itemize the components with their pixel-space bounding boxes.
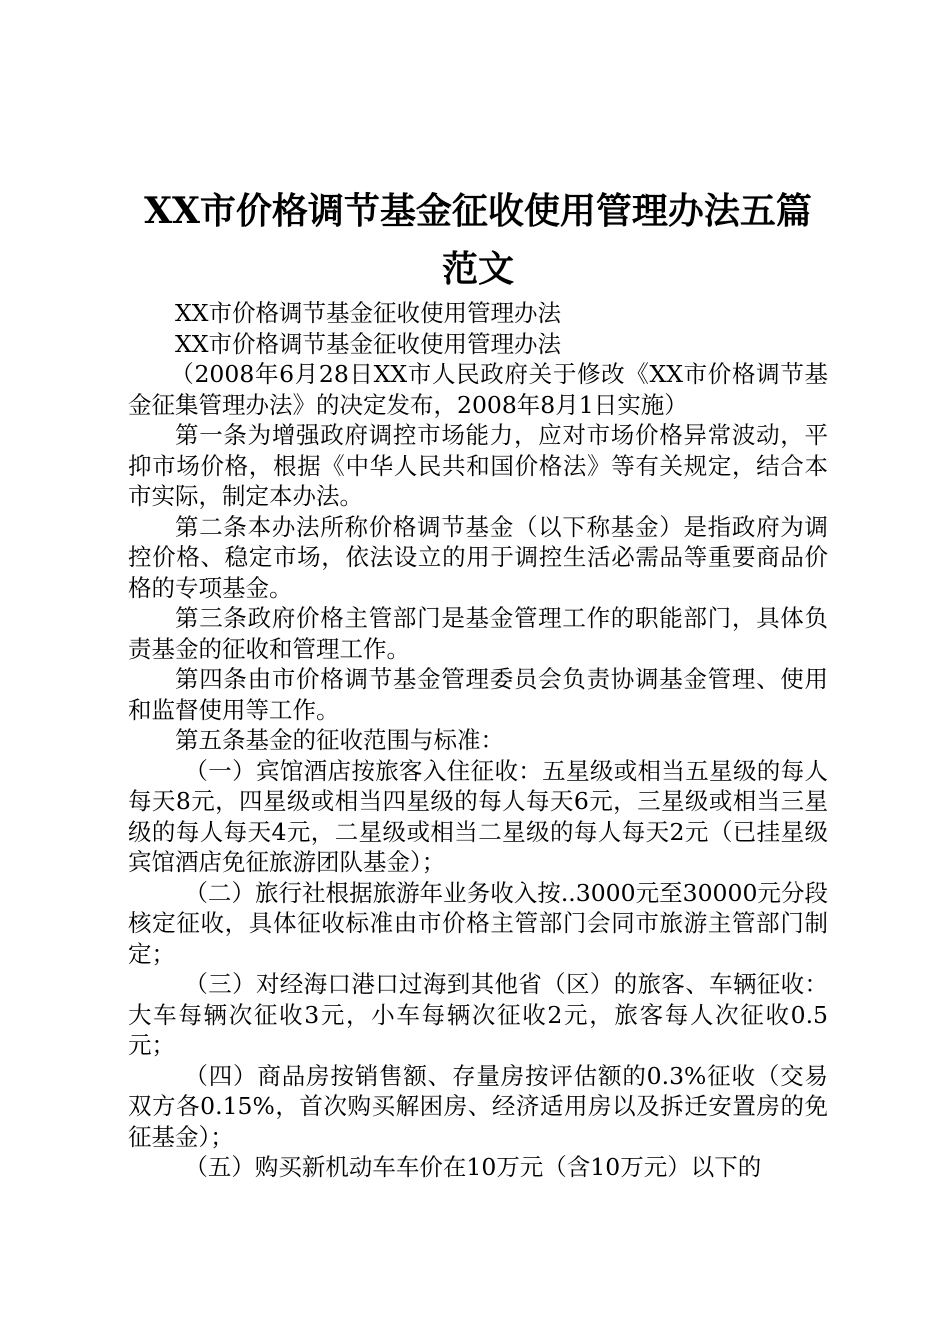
paragraph-item-5: （五）购买新机动车车价在10万元（含10万元）以下的 bbox=[184, 1153, 762, 1181]
paragraph-article-2: 第二条本办法所称价格调节基金（以下称基金）是指政府为调控价格、稳定市场，依法设立的用于调控生活必需品等重要商品价格的专项基金。 bbox=[128, 512, 828, 602]
paragraph-item-1: （一）宾馆酒店按旅客入住征收：五星级或相当五星级的每人每天8元，四星级或相当四星级的每人每天6元，三星级或相当三星级的每人每天4元，二星级或相当二星级的每人每天2元（已挂星级宾馆酒店免征旅游团队基金）； bbox=[128, 756, 828, 876]
paragraph-article-4: 第四条由市价格调节基金管理委员会负责协调基金管理、使用和监督使用等工作。 bbox=[128, 665, 828, 724]
paragraph-article-3: 第三条政府价格主管部门是基金管理工作的职能部门，具体负责基金的征收和管理工作。 bbox=[128, 604, 828, 663]
paragraph-heading-1: XX市价格调节基金征收使用管理办法 bbox=[175, 299, 561, 327]
paragraph-item-3: （三）对经海口港口过海到其他省（区）的旅客、车辆征收：大车每辆次征收3元，小车每辆次征收2元，旅客每人次征收0.5元； bbox=[128, 970, 828, 1059]
paragraph-item-2: （二）旅行社根据旅游年业务收入按..3000元至30000元分段核定征收，具体征收标准由市价格主管部门会同市旅游主管部门制定； bbox=[128, 878, 828, 968]
paragraph-item-4: （四）商品房按销售额、存量房按评估额的0.3%征收（交易双方各0.15%，首次购买解困房、经济适用房以及拆迁安置房的免征基金）； bbox=[128, 1061, 828, 1151]
paragraph-release-note: （2008年6月28日XX市人民政府关于修改《XX市价格调节基金征集管理办法》的决定发布，2008年8月1日实施） bbox=[128, 360, 828, 419]
paragraph-heading-2: XX市价格调节基金征收使用管理办法 bbox=[175, 329, 561, 358]
document-body bbox=[128, 298, 828, 1183]
document-title: XX市价格调节基金征收使用管理办法五篇范文 bbox=[144, 190, 812, 290]
paragraph-article-1: 第一条为增强政府调控市场能力，应对市场价格异常波动，平抑市场价格，根据《中华人民共和国价格法》等有关规定，结合本市实际，制定本办法。 bbox=[128, 421, 828, 510]
paragraph-article-5: 第五条基金的征收范围与标准： bbox=[175, 726, 504, 754]
